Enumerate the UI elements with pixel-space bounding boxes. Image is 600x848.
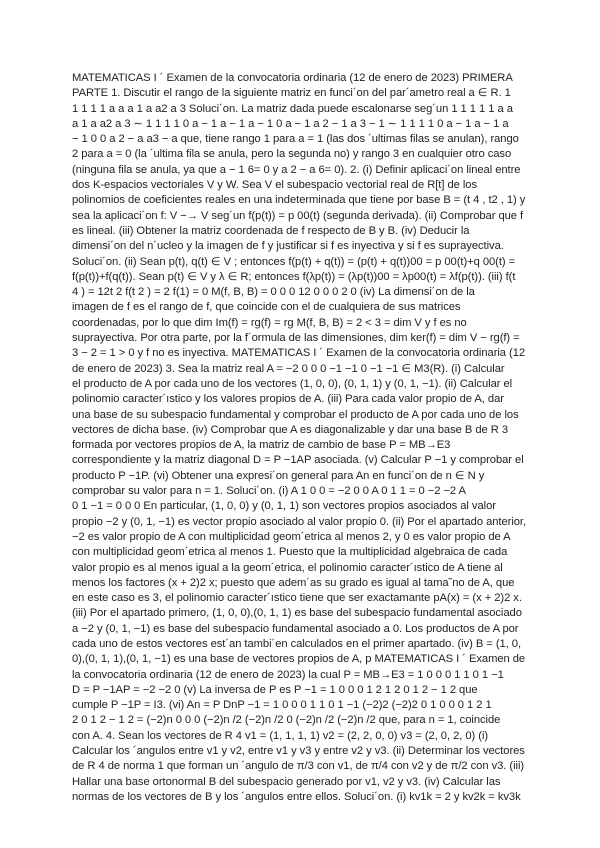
text-line: suprayectiva. Por otra parte, por la f´ormula de las dimensiones, dim ker(f) = dim V − rg(f) = <box>72 332 520 345</box>
text-line: formada por vectores propios de A, la matriz de cambio de base P = MB→E3 <box>72 439 451 452</box>
text-line: comprobar su valor para n = 1. Soluci´on. (i) A 1 0 0 = −2 0 0 A 0 1 1 = 0 −2 −2 A <box>72 485 466 498</box>
text-line: vectores de dicha base. (iv) Comprobar que A es diagonalizable y dar una base B de R 3 <box>72 423 509 436</box>
text-line: dimensi´on del n´ucleo y la imagen de f y justificar si f es inyectiva y si f es suprayectiva. <box>72 240 504 253</box>
text-line: Soluci´on. (ii) Sean p(t), q(t) ∈ V ; entonces f(p(t) + q(t)) = (p(t) + q(t))00 = p 00(t)+q 00(t) = <box>72 255 516 268</box>
text-line: (ninguna fila se anula, ya que a − 1 6= 0 y a 2 − a 6= 0). 2. (i) Definir aplicaci´on lineal entre <box>72 163 521 176</box>
text-line: sea la aplicaci´on f: V −→ V seg´un f(p(t)) = p 00(t) (segunda derivada). (ii) Comprobar que f <box>72 209 524 222</box>
text-line: propio −2 y (0, 1, −1) es vector propio asociado al valor propio 0. (ii) Por el apartado anterior, <box>72 515 527 528</box>
text-line: de R 4 de norma 1 que forman un ´angulo de π/3 con v1, de π/4 con v2 y de π/2 con v3. (iii) <box>72 760 525 773</box>
text-line: en este caso es 3, el polinomio caracter´ıstico tiene que ser exactamante pA(x) = (x + 2)2 x. <box>72 592 522 605</box>
text-line: cumple P −1P = I3. (vi) An = P DnP −1 = 1 0 0 0 1 1 0 1 −1 (−2)2 (−2)2 0 1 0 0 0 1 2 1 <box>72 699 492 712</box>
text-line: polinomio caracter´ıstico y los valores propios de A. (iii) Para cada valor propio de A, dar <box>72 393 504 406</box>
text-line: − 1 0 0 a 2 − a a3 − a que, tiene rango 1 para a = 1 (las dos ´ultimas filas se anulan), rango <box>72 133 519 146</box>
text-line: valor propio es al menos igual a la geom´etrica, el polinomio caracter´ıstico de A tiene al <box>72 561 503 574</box>
document-body <box>72 71 542 805</box>
text-line: la convocatoria ordinaria (12 de enero de 2023) la cual P = MB→E3 = 1 0 0 0 1 1 0 1 −1 <box>72 668 504 681</box>
text-line: 1 1 1 1 a a a 1 a a2 a 3 Soluci´on. La matriz dada puede escalonarse seg´un 1 1 1 1 1 a a <box>72 102 513 115</box>
text-line: normas de los vectores de B y los ´angulos entre ellos. Soluci´on. (i) kv1k = 2 y kv2k = kv3k <box>72 790 521 803</box>
text-line: a −2 y (0, 1, −1) es base del subespacio fundamental asociado a 0. Los productos de A por <box>72 622 519 635</box>
text-line: de enero de 2023) 3. Sea la matriz real A = −2 0 0 0 −1 −1 0 −1 −1 ∈ M3(R). (i) Calcular <box>72 362 505 375</box>
text-line: a 1 a a2 a 3 ∼ 1 1 1 1 0 a − 1 a − 1 a − 1 0 a − 1 a 2 − 1 a 3 − 1 ∼ 1 1 1 1 0 a − 1 a − 1 a <box>72 117 509 130</box>
text-line: 0 1 −1 = 0 0 0 En particular, (1, 0, 0) y (0, 1, 1) son vectores propios asociados al valor <box>72 500 496 513</box>
text-line: polinomios de coeficientes reales en una indeterminada que tiene por base B = (t 4 , t2 , 1) y <box>72 194 526 207</box>
text-line: imagen de f es el rango de f, que coincide con el de cualquiera de sus matrices <box>72 301 461 314</box>
text-line: es lineal. (iii) Obtener la matriz coordenada de f respecto de B y B. (iv) Deducir la <box>72 224 470 237</box>
text-line: 4 ) = 12t 2 f(t 2 ) = 2 f(1) = 0 M(f, B, B) = 0 0 0 12 0 0 0 2 0 (iv) La dimensi´on de la <box>72 286 475 299</box>
text-line: −2 es valor propio de A con multiplicidad geom´etrica al menos 2, y 0 es valor propio de A <box>72 530 511 543</box>
text-line: f(p(t))+f(q(t)). Sean p(t) ∈ V y λ ∈ R; entonces f(λp(t)) = (λp(t))00 = λp00(t) = λf(p(t)). (iii) f(t <box>72 270 516 283</box>
text-line: producto P −1P. (vi) Obtener una expresi´on general para An en funci´on de n ∈ N y <box>72 469 485 482</box>
text-line: PARTE 1. Discutir el rango de la siguiente matriz en funci´on del par´ametro real a ∈ R. 1 <box>72 87 511 100</box>
text-line: correspondiente y la matriz diagonal D = P −1AP asociada. (v) Calcular P −1 y comprobar el <box>72 454 524 467</box>
text-line: Hallar una base ortonormal B del subespacio generado por v1, v2 y v3. (iv) Calcular las <box>72 775 501 788</box>
text-line: D = P −1AP = −2 −2 0 (v) La inversa de P es P −1 = 1 0 0 0 1 2 1 2 0 1 2 − 1 2 que <box>72 683 478 696</box>
text-line: con A. 4. Sean los vectores de R 4 v1 = (1, 1, 1, 1) v2 = (2, 2, 0, 0) v3 = (2, 0, 2, 0) (i) <box>72 729 489 742</box>
text-line: MATEMATICAS I ´ Examen de la convocatoria ordinaria (12 de enero de 2023) PRIMERA <box>72 72 513 84</box>
text-line: cada uno de estos vectores est´an tambi´en calculados en el primer apartado. (iv) B = (1, 0, <box>72 637 522 650</box>
text-line: dos K-espacios vectoriales V y W. Sea V el subespacio vectorial real de R[t] de los <box>72 179 478 192</box>
text-line: con multiplicidad geom´etrica al menos 1. Puesto que la multiplicidad algebraica de cada <box>72 546 508 559</box>
text-line: 3 − 2 = 1 > 0 y f no es inyectiva. MATEMATICAS I ´ Examen de la convocatoria ordinaria (12 <box>72 347 526 360</box>
text-line: coordenadas, por lo que dim Im(f) = rg(f) = rg M(f, B, B) = 2 < 3 = dim V y f es no <box>72 316 467 329</box>
text-line: una base de su subespacio fundamental y comprobar el producto de A por cada uno de los <box>72 408 519 421</box>
text-line: (iii) Por el apartado primero, (1, 0, 0),(0, 1, 1) es base del subespacio fundamental asociado <box>72 607 522 620</box>
text-line: Calcular los ´angulos entre v1 y v2, entre v1 y v3 y entre v2 y v3. (ii) Determinar los vectores <box>72 745 525 758</box>
text-line: menos los factores (x + 2)2 x; puesto que adem´as su grado es igual al tama˜no de A, que <box>72 576 515 589</box>
text-line: 0),(0, 1, 1),(0, 1, −1) es una base de vectores propios de A, p MATEMATICAS I ´ Examen de <box>72 653 526 666</box>
text-line: 2 0 1 2 − 1 2 = (−2)n 0 0 0 (−2)n /2 (−2)n /2 0 (−2)n /2 (−2)n /2 que, para n = 1, coincide <box>72 714 501 727</box>
text-line: 2 para a = 0 (la ´ultima fila se anula, pero la segunda no) y rango 3 en cualquier otro caso <box>72 148 512 161</box>
text-line: el producto de A por cada uno de los vectores (1, 0, 0), (0, 1, 1) y (0, 1, −1). (ii) Calcular el <box>72 377 513 390</box>
